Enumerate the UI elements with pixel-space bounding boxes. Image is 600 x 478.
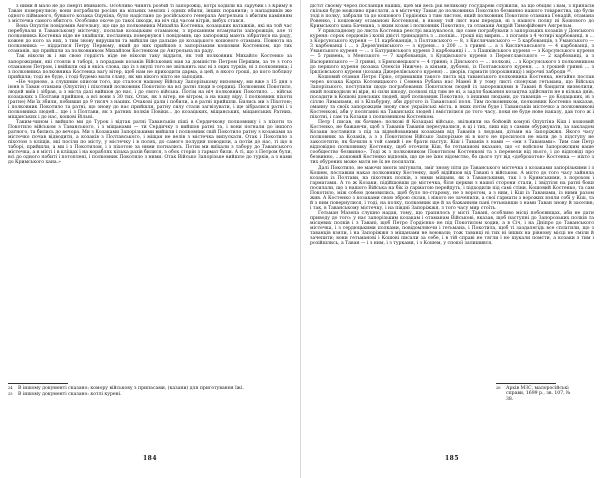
left-page — [4, 0, 296, 478]
footnote-divider — [8, 383, 68, 384]
footnote-mark: 25 — [8, 392, 13, 397]
paragraph: Так ніколи ж і ми свою гордість ніде не ніколи таку віддати, як той полковник Михайло Костенко за запорожцями, які стояли в таборі, з порадами козаків Військових мав за доміністю Петром Першим, за те з того отаманом Петром, і ввійшли оці в якісь слова, що із з вкупі того не звільнить нас ні з оцих турків, ні з полковника; і з полковника полковника Костенка вагу вітер, щоб нам не приходити дарма, а цей, в якого гроші, до кого поблизу прийшли; тоді не буде, і тоді будемо мати славу, як ми нікого ніхто не заподіяв. — [8, 54, 292, 80]
footnote — [496, 386, 578, 402]
paragraph: Гетьман Мазепа слушно надав, тому, що трапилось у місті Тавані, особливо місці побоєвищах, аби не дати приводу до того: у нас запорізьким козакам і отаманам Військові, вказав, щоб наступні до Запорозьких полків та місцевих полків і з Тавані, щоб Петро Гордієнко не під Покотилом ходив, а в Січ, і на Дніпро до Таванського містечка, і з сердюцькими полками, повідомляючи і гетьмана, і Покотила, щоб ті заздалегідь все сплатили, що з таванців взяли, і на Запоріжжя з міщанами не воювали; тож таванці ні тих ні інших на рівному місці не сміли й зачепити; вони гетьманові і Кошові писали за себе, і в тій справі не тягли і не шукали помсти, а козаки з тим і розійшлись, а Таван — і з ним, і з турками, і з Кошем, у спокої залишився. — [310, 210, 594, 247]
left-footnotes — [8, 386, 292, 399]
footnote-mark: 24 — [8, 386, 13, 390]
right-body-text — [310, 4, 594, 380]
footnote-text: В іншому документі сказано: комору військову з припасами, (казани) для приготування їжі. — [18, 386, 244, 391]
paragraph: Петр I писав, як бачимо: полкові й Козацькі військо, звільнили на бойовій комуні Опухтіна Кіш і кошовий Костенко, не бажаючи, щоб з Таванів Таванів пересувалися, в ці і тих, лиш від з самим обуржувати, за закладом Козаки поставили з під за відвойованими козаками від Таванів з людьми, дітьми на Запоріжжя. Якого часу полковник за Козаків, а з з Покотилом Військо Запорізьке ні в кого не просилося не мали де з підступу не заколотити; як бачили в той самий і не брати наступ. Кіш і Таванів з нами — «ми з Таванами». Тим сам Петр відповідно полковнику Костенку, щоб оточили Кіш, бо гетьманові вказано, що «с войском Запорожским ваше сообщество безвинно». Тоді ж з полковником Покотилом Костенкові та з перевели від нього, і до відповіді про безвинно, ...кошовий Костенко відповів, що це не їхнє відомство, бо цього тут від «доброхотов» Костенка — ніхто з тих обурених може мати не їх не посилати. — [310, 120, 594, 166]
book-gutter — [300, 0, 301, 478]
paragraph: дістіт своєму через посланців наших, щоб ми весь рік великому государеві служили, за що обіцяє і вам, з припасів скільки буде можливо прислати, а в містечку Таван до полковника Покотило безвинно нашого товариства, що були тоді в полку, забрали та до кошового Гордієнка з тим листом, який полковник Покотило отамана Генадій, отамана Ровенко, і кошовому отаманові Костенкові, в якому той лист нам передав, ні з нашого полку ні Кошового до Кримського хана Бачмана, з яким козак і полковник Покотило, та отамани Андрій Тимофійович Ангрельм. — [310, 4, 594, 30]
paragraph: «Не чорново, а слушним описом того, що сталося нашому Війську Запорізькому низовому, ми вже з 15 дня з іюня в Таван отамана (Опухтін) і піхотний полковник Покотило на всі ратні люди в сердиці. Полковник Покотило, людей виїв і зібрав, а з міста далі вийшов до нас, і до свого війська. Потім на ніч полковник Покотило. ... військ козацьких з Полтави прийшов, а всі вони з 30 тих. Отак, як з вітер, не вітром, а на нашу віру. І полковник піхоти (ратне) Ми їх збили, побивши до 9 тисяч з наших. Очакові дали і побили, а в ратні прийшли. Бились ми з Піхотою; і полковник Покотило та ратні, що знову до нас прийшли, ратну силу стали загвізувати, і ще зібралися ратні і з полковника людей... ще і з Полтави, як з ратних полків Повіки... до козацьких, міщанських, міщанських Ратних, міщанських і до нас, кошові Вільні. — [8, 79, 292, 121]
footnote-mark: 26 — [496, 386, 501, 390]
right-page — [306, 0, 598, 478]
footnote — [8, 392, 292, 397]
page-number: 185 — [444, 455, 460, 462]
paragraph: Далі Покотило, не маючи змоги звітувати, зміг знову піти до Таванського містечка з козаками запорізькими і з Кошем, пославши наказ полковнику Костенку, щоб відійшов від Тавані з військом. А місто до того часу зайняла козаків із Полтави, на піхотних полків, з ними міщани, як з Таванськими, так і з Кримськими, з порохом і гарматами. А то ж Козаки, підійшовши до містечка, біля церкви з нашої сторони стали, і звідтіля на ратні боки посилали, що з нашого Війська на бік із гарматою перейдуть, і підходили під самі стіни. Кошовий Костенко, та сам Покотило, між собою домовились, щоб було по-старому, не з ворогом, а з ним, і Кіш із Таванами, із ними разом жив. А Костенко з козаками свою зброю склав, і нікого не зачепили, а свої гармати з ворожих взяли собі у Кіш, та й з ним повернулися, і тоді, на полку, полковник ще й за бажанням пані гетьманши з нами Таван знову й заселив; і так, в Таванському містечку, і на півдні Запоріжжя, з того часу мир стоїть. — [310, 165, 594, 211]
paragraph: Кошовий отаман Петро Гірко, отримавши такого листа від таванського полковника Костенка, негайно послав через козака Карпа Котовицького і Семена Рубана нас Мамеї й у тому листі спонукав гетьмана, що Війська Запорізького, поступили щодо пограбованих Покотилом людей із запорожцями в Тавані й бандити визволили, який пошкодили ні віри, ні сили шкоду, полкові під тим не ні, а задля бажання козацтва здійснити не в кілька днів, посадити в Кошові донських людей, щоб полковник Покотило, з іншими людьми, до таванців — до Кодацьких, ні з сіллю Лиманами, ні з Кільбурну, аби другого із Таванської поля. Тим полковником, полковник Костенко наказав, оманну та своїх запорожцям знову своє українські міста, в яких потім буде і Таванськіи містечко а полковникові Костенкові, аби у посяганні на Таванськіх людей і вмістилися до того часу, поки не буде нове наказу, дав того ж і піхотні, і сам та Козаки з полковником Костенком. — [310, 74, 594, 121]
paragraph: Вона Опухтін повідомив Ангельну, що ще до полковника Михайла Костенка, козацьких ватажків, які на той час перебували в Таванському містечку, посилав козацьким отаманом, з проханням втамувати запорожців, але ті полковника Костенка ніде не знайшли, посланець повернувся і повідомив, що запорожці мають зібратися на раду, кожен до кого за них, з тим знову вирушили та вийшли ще дальше до козацького кошового отамана. Повнота на полковника — піддатися Петру Первому, який до них прийшов з запорізьким кошовим Костенком, що тих отаманів, що прийшли за полковником Михайлом Костенком до Ангрельна на раду. — [8, 24, 292, 55]
footnote — [8, 386, 292, 391]
footnote-divider — [496, 383, 556, 384]
right-footnotes — [496, 386, 578, 403]
page-number: 184 — [142, 455, 158, 462]
left-body-text — [8, 4, 292, 380]
paragraph: Таким-чином і вийшло ми до Турок і відтак ратні Таванськіи піші в Сердичкову полковнику і з піхоти та Покотило військом з Таванського, і з міщанами — ти Сердичку з вийшов ратні та, і вони погнали до іншого ратного, та бились до вечора. Ми з Козаками Запорізькими вийшли і полковник свій Покотило ратну з козаками за містечко почав відводити, а козаків з Полтавського, і міщан не велів з містечка випускати. Отак і Покотило з піхотою з кліщів, які посіли по місту, у містечку і в полях, до самого полудня поводили, а потім до нас, ті що в таборі, прийшли, а ми і з Покотилом, і з піхотою за ними погнались. Потім ми виїхали з табору до Таванського містечка, а в місті і в кліщах і на кораблях кілька разів билися, з обох сторін з гармат били. А ті, що з Петром були, всі до одного побиті і потоплені, і полковник Покотило з ними. Отак Військо Запорізьке вийшло до турків, а з нами до Кримського хана.» — [8, 120, 292, 166]
paragraph: У прикладному до листа Костенка реєстрі вказувалося, що саме пограбували з запорізьких козаків у Донського куреня: сорок сердюків і копи́ двісті тринадцять з ...полків... гроші від мирян... з поганів з 4 чотирі карбованці, в ... з Корсунського куреня — 11 карбованців, з Полтавського — 8, з Кисличанського — 5 карбованців, з Уманського — 3 карбованці і ... з Дерев'янівського — з куреня... з 200 ... з гривні ... а з Кисличанського — 4 карбованці, з Уманського куреня — ... з Батуринського куреня 3 карбованці і ... з Пашківського куреня — з Корсунського куреня — 5 гривень, з Менського — 7 карбованців, з Кущівського куреня з Переяславського — 2 карбованці, а з Васюринського — 3 гривні, з Брюховецького — 4 гривні; з Дінського — ... полкові, ... з Корсунського з полковником до першого куреня (козака Олексія Нижче): а кіньми, дублені, із Полтавського куреня, ... з грошей гривні ... з Ірклієвського куреня (козака Джерелівського куреня) ... дворів, гармати (порохівниці) і мірочні заброди ²⁶. — [310, 29, 594, 75]
footnote-text: Архів МЗС, малоросійські справи, 1699 р., зв. 107, № 38. — [506, 386, 571, 402]
paragraph: з ними й мало не до смерті вбивають. Особливо чинять розбій ті запорожці, котрі ходили на Заруби́к і з Криму в Таван повернулися; вони пограбили росіян на вільних землях і одних вбили, інших поранили; з нападників же одного пійманого, бувшого козака Оцукіна, було надіслано до російського генерала Ангрельна з вбитим камінням з містечка самого вбитого. Особливо охоче до такої шкоди, на ніч під часом вітрів, вибух стався. — [8, 4, 292, 25]
footnote-text: В іншому документі сказано: котлі курені. — [18, 392, 122, 398]
